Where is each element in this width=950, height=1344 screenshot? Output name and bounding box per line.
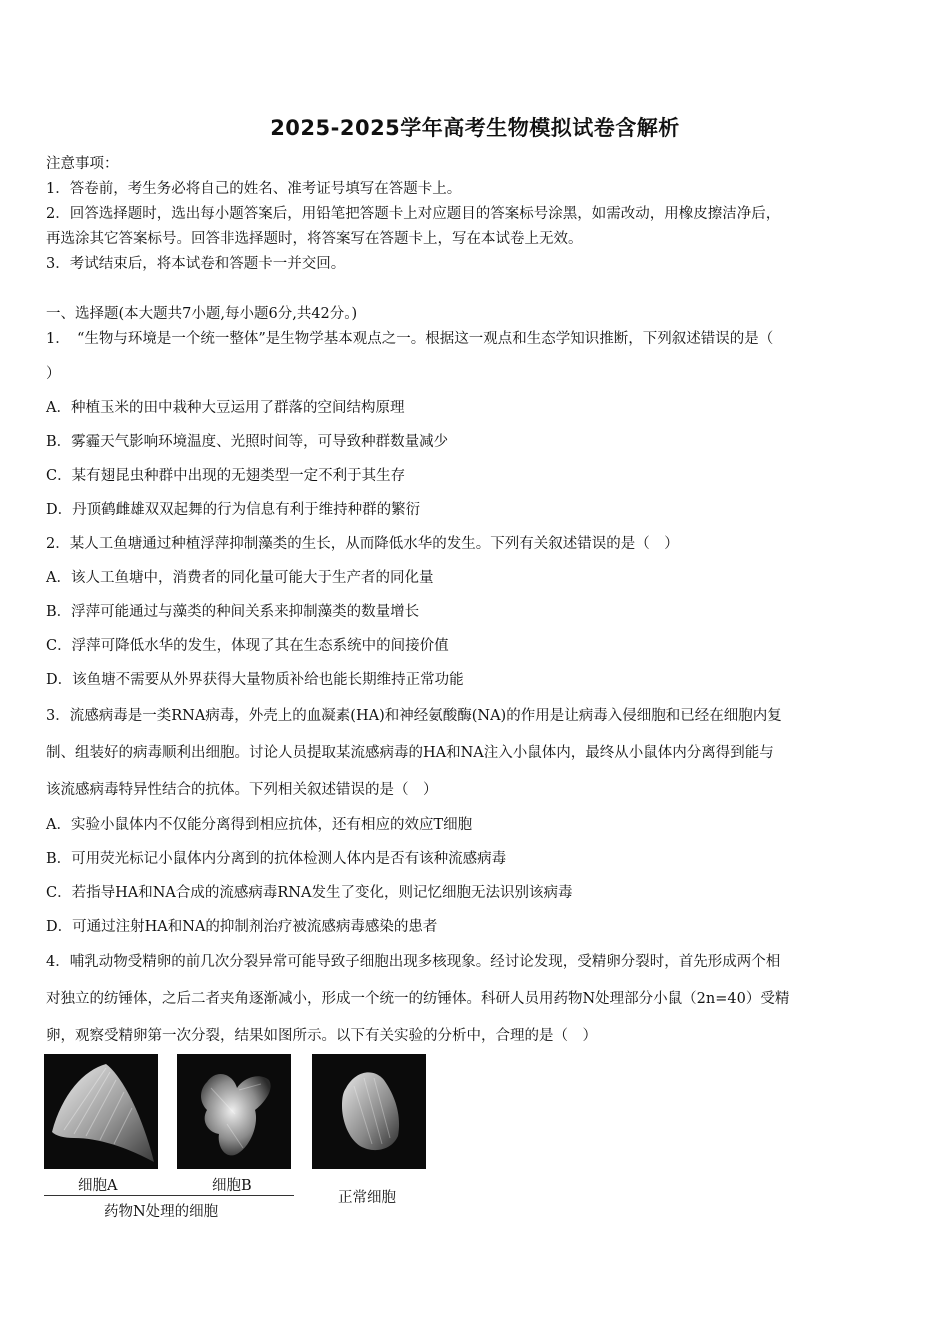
question-1-stem: 1． “生物与环境是一个统一整体”是生物学基本观点之一。根据这一观点和生态学知识推断，下列叙述错误的是（ <box>46 331 774 347</box>
cell-a-label: 细胞A <box>78 1178 118 1194</box>
notice-item: 再选涂其它答案标号。回答非选择题时，将答案写在答题卡上，写在本试卷上无效。 <box>46 231 583 247</box>
notice-item: 2．回答选择题时，选出每小题答案后，用铅笔把答题卡上对应题目的答案标号涂黑，如需改动，用橡皮擦洁净后， <box>46 206 781 222</box>
question-2-option-d: D．该鱼塘不需要从外界获得大量物质补给也能长期维持正常功能 <box>46 672 464 688</box>
question-2-option-b: B．浮萍可能通过与藻类的种间关系来抑制藻类的数量增长 <box>46 604 420 620</box>
question-3-option-c: C．若指导HA和NA合成的流感病毒RNA发生了变化，则记忆细胞无法识别该病毒 <box>46 885 573 901</box>
notice-item: 1．答卷前，考生务必将自己的姓名、准考证号填写在答题卡上。 <box>46 181 462 197</box>
cell-b-label: 细胞B <box>212 1178 252 1194</box>
question-2-option-a: A．该人工鱼塘中，消费者的同化量可能大于生产者的同化量 <box>46 570 434 586</box>
question-3-stem: 该流感病毒特异性结合的抗体。下列相关叙述错误的是（ ） <box>46 782 438 798</box>
question-3-option-a: A．实验小鼠体内不仅能分离得到相应抗体，还有相应的效应T细胞 <box>46 817 473 833</box>
question-3-option-d: D．可通过注射HA和NA的抑制剂治疗被流感病毒感染的患者 <box>46 919 438 935</box>
page-title: 2025-2025学年高考生物模拟试卷含解析 <box>270 116 680 140</box>
question-3-stem: 制、组装好的病毒顺利出细胞。讨论人员提取某流感病毒的HA和NA注入小鼠体内，最终从小鼠体内分离得到能与 <box>46 745 774 761</box>
section-heading: 一、选择题(本大题共7小题,每小题6分,共42分。) <box>46 306 358 322</box>
cell-a-image <box>44 1054 158 1169</box>
cell-micrograph-figure <box>44 1054 444 1229</box>
group-divider <box>44 1195 294 1196</box>
normal-cell-label: 正常细胞 <box>338 1190 396 1206</box>
question-1-stem: ） <box>46 366 61 382</box>
notice-item: 3．考试结束后，将本试卷和答题卡一并交回。 <box>46 256 346 272</box>
notice-heading: 注意事项： <box>46 156 119 172</box>
question-2-stem: 2．某人工鱼塘通过种植浮萍抑制藻类的生长，从而降低水华的发生。下列有关叙述错误的是（ ） <box>46 536 679 552</box>
question-3-stem: 3．流感病毒是一类RNA病毒，外壳上的血凝素(HA)和神经氨酸酶(NA)的作用是让病毒入侵细胞和已经在细胞内复 <box>46 708 782 724</box>
cell-b-image <box>177 1054 291 1169</box>
question-1-option-a: A．种植玉米的田中栽种大豆运用了群落的空间结构原理 <box>46 400 405 416</box>
question-1-option-d: D．丹顶鹤雌雄双双起舞的行为信息有利于维持种群的繁衍 <box>46 502 421 518</box>
question-1-option-c: C．某有翅昆虫种群中出现的无翅类型一定不利于其生存 <box>46 468 406 484</box>
question-1-option-b: B．雾霾天气影响环境温度、光照时间等，可导致种群数量减少 <box>46 434 449 450</box>
question-4-stem: 对独立的纺锤体，之后二者夹角逐渐减小，形成一个统一的纺锤体。科研人员用药物N处理部分小鼠（2n=40）受精 <box>46 991 790 1007</box>
question-4-stem: 卵，观察受精卵第一次分裂，结果如图所示。以下有关实验的分析中，合理的是（ ） <box>46 1028 597 1044</box>
normal-cell-image <box>312 1054 426 1169</box>
question-3-option-b: B．可用荧光标记小鼠体内分离到的抗体检测人体内是否有该种流感病毒 <box>46 851 507 867</box>
question-4-stem: 4．哺乳动物受精卵的前几次分裂异常可能导致子细胞出现多核现象。经讨论发现，受精卵分裂时，首先形成两个相 <box>46 954 781 970</box>
question-2-option-c: C．浮萍可降低水华的发生，体现了其在生态系统中的间接价值 <box>46 638 449 654</box>
drug-treated-group-label: 药物N处理的细胞 <box>104 1204 219 1220</box>
